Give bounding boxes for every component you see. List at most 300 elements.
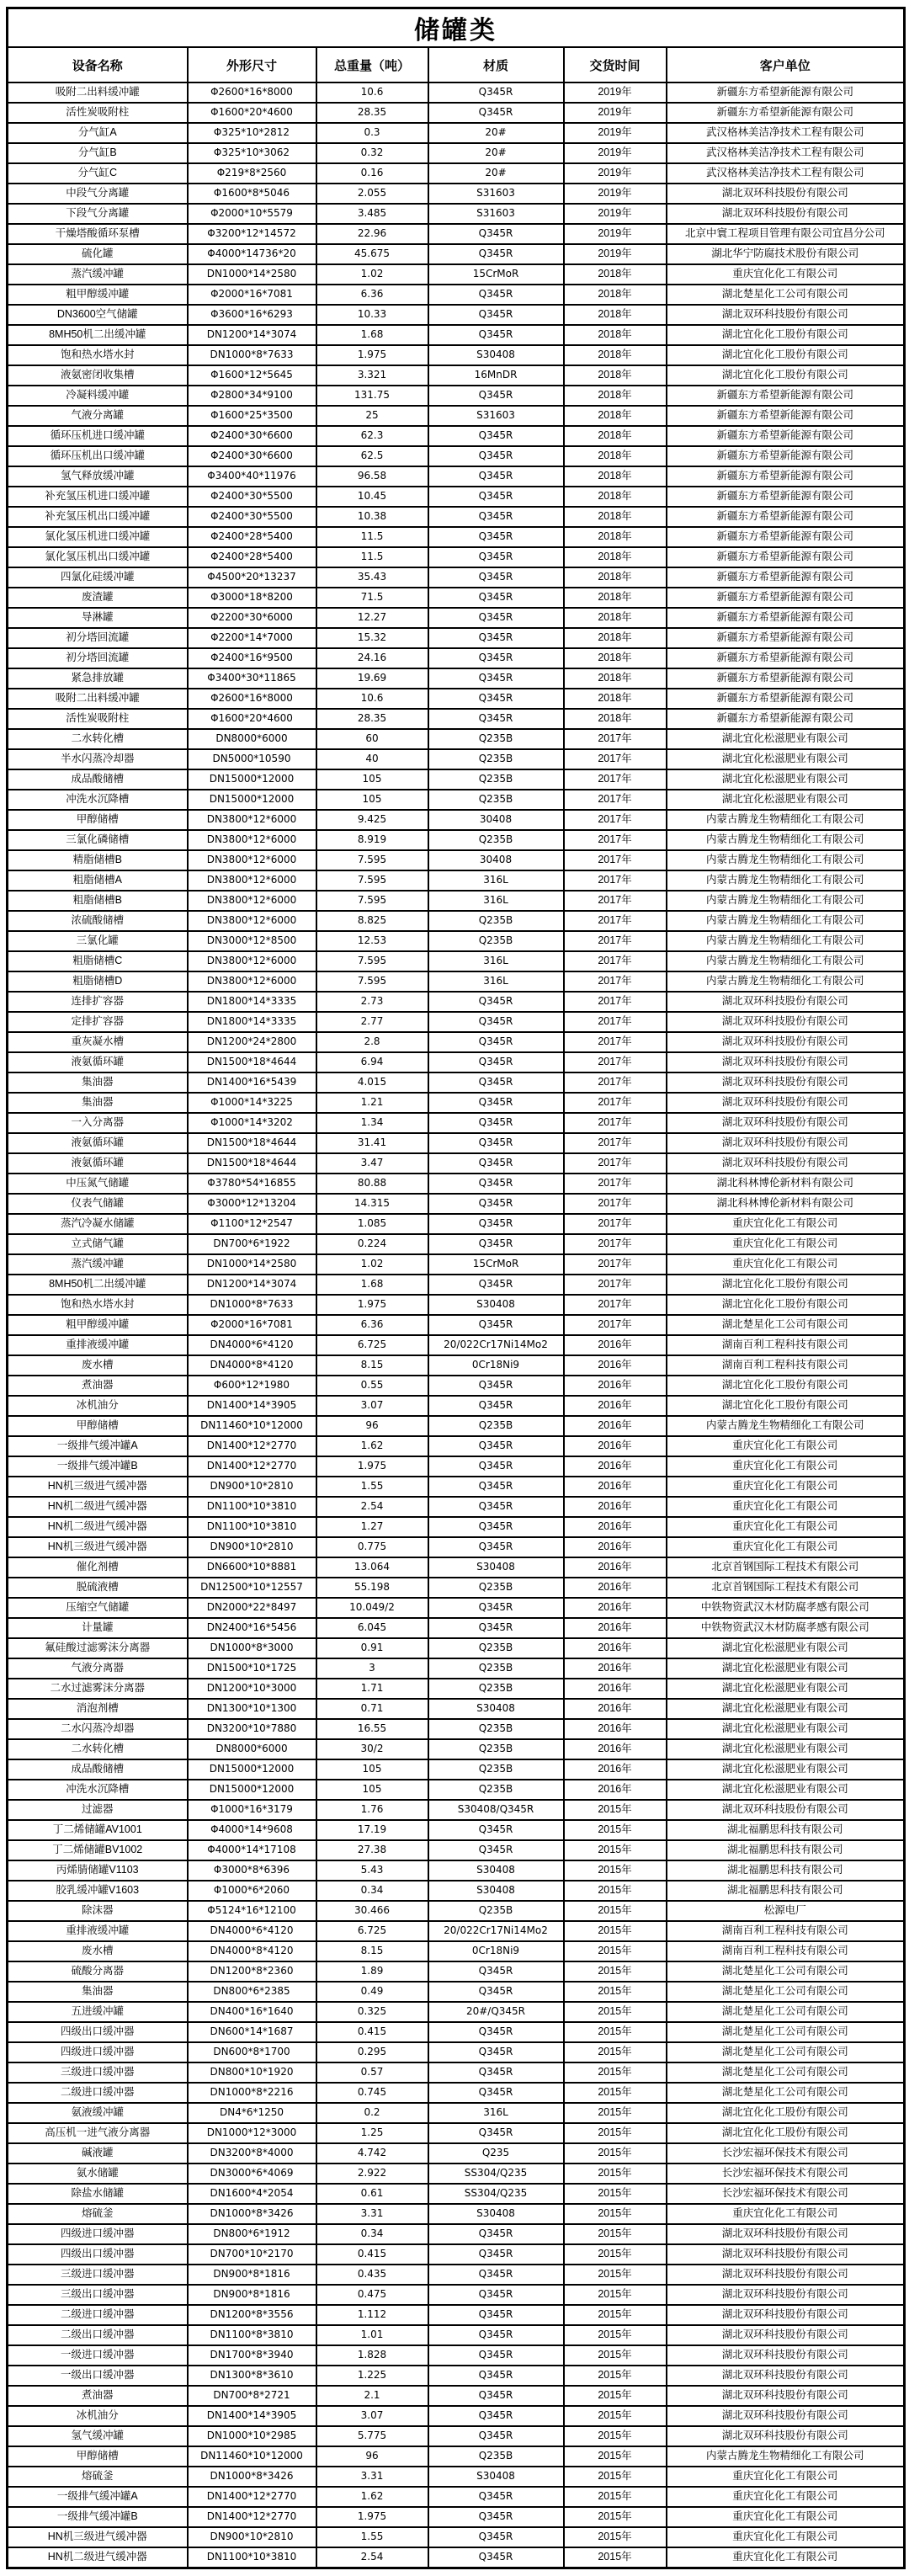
cell-customer: 湖北楚星化工公司有限公司 — [667, 2042, 905, 2062]
cell-delivery-year: 2018年 — [564, 487, 667, 507]
cell-weight: 1.975 — [316, 345, 428, 365]
cell-device-name: 碱液罐 — [8, 2143, 188, 2164]
cell-material: S30408 — [428, 1860, 564, 1881]
cell-material: Q345R — [428, 567, 564, 588]
cell-customer: 湖北宜化松滋肥业有限公司 — [667, 1699, 905, 1719]
cell-weight: 1.25 — [316, 2123, 428, 2143]
cell-device-name: 中压氮气储罐 — [8, 1174, 188, 1194]
cell-material: Q235B — [428, 749, 564, 769]
cell-material: Q345R — [428, 2022, 564, 2042]
cell-material: Q345R — [428, 588, 564, 608]
cell-device-name: 一级出口缓冲器 — [8, 2366, 188, 2386]
table-row — [8, 567, 905, 588]
table-row — [8, 931, 905, 951]
cell-material: 30408 — [428, 850, 564, 870]
cell-customer: 松源电厂 — [667, 1901, 905, 1921]
cell-customer: 湖北双环科技股份有限公司 — [667, 1133, 905, 1153]
cell-material: Q345R — [428, 709, 564, 729]
cell-delivery-year: 2018年 — [564, 628, 667, 648]
cell-weight: 2.1 — [316, 2386, 428, 2406]
column-header-device-name: 设备名称 — [8, 47, 188, 82]
cell-material: Q345R — [428, 1153, 564, 1174]
cell-dimensions: DN4000*8*4120 — [188, 1941, 316, 1961]
cell-dimensions: DN8000*6000 — [188, 1739, 316, 1759]
cell-weight: 12.53 — [316, 931, 428, 951]
cell-delivery-year: 2016年 — [564, 1497, 667, 1517]
table-row — [8, 709, 905, 729]
cell-weight: 71.5 — [316, 588, 428, 608]
cell-weight: 96 — [316, 1416, 428, 1436]
cell-delivery-year: 2017年 — [564, 1214, 667, 1234]
cell-device-name: 熔硫釜 — [8, 2204, 188, 2224]
cell-material: Q235B — [428, 911, 564, 931]
cell-material: 20/022Cr17Ni14Mo2 — [428, 1335, 564, 1355]
cell-dimensions: Φ4000*14*17108 — [188, 1840, 316, 1860]
cell-customer: 内蒙古腾龙生物精细化工有限公司 — [667, 830, 905, 850]
table-row — [8, 2103, 905, 2123]
cell-dimensions: DN800*6*1912 — [188, 2224, 316, 2244]
table-row — [8, 689, 905, 709]
table-row — [8, 1214, 905, 1234]
storage-tank-table — [6, 7, 906, 2569]
cell-weight: 5.43 — [316, 1860, 428, 1881]
table-row — [8, 2285, 905, 2305]
cell-customer: 湖北宜化化工股份有限公司 — [667, 1275, 905, 1295]
cell-weight: 4.742 — [316, 2143, 428, 2164]
cell-material: Q235 — [428, 2143, 564, 2164]
cell-weight: 27.38 — [316, 1840, 428, 1860]
cell-weight: 1.62 — [316, 1436, 428, 1456]
cell-delivery-year: 2015年 — [564, 2123, 667, 2143]
cell-dimensions: Φ3000*8*6396 — [188, 1860, 316, 1881]
cell-weight: 96.58 — [316, 466, 428, 487]
cell-device-name: 四级进口缓冲器 — [8, 2224, 188, 2244]
table-row — [8, 1699, 905, 1719]
table-row — [8, 204, 905, 224]
cell-material: Q345R — [428, 487, 564, 507]
cell-weight: 2.8 — [316, 1032, 428, 1052]
table-row — [8, 1436, 905, 1456]
cell-material: S30408/Q345R — [428, 1800, 564, 1820]
cell-delivery-year: 2017年 — [564, 1295, 667, 1315]
cell-delivery-year: 2015年 — [564, 2467, 667, 2487]
cell-delivery-year: 2015年 — [564, 2285, 667, 2305]
cell-weight: 55.198 — [316, 1578, 428, 1598]
cell-device-name: 三级出口缓冲器 — [8, 2285, 188, 2305]
table-row — [8, 547, 905, 567]
cell-material: 15CrMoR — [428, 1254, 564, 1275]
cell-dimensions: DN3800*12*6000 — [188, 971, 316, 992]
cell-dimensions: DN15000*12000 — [188, 1780, 316, 1800]
cell-dimensions: Φ3200*12*14572 — [188, 224, 316, 244]
cell-dimensions: Φ219*8*2560 — [188, 163, 316, 184]
cell-weight: 3.07 — [316, 1396, 428, 1416]
cell-weight: 24.16 — [316, 648, 428, 668]
cell-dimensions: DN12500*10*12557 — [188, 1578, 316, 1598]
cell-weight: 1.01 — [316, 2325, 428, 2345]
table-row — [8, 1820, 905, 1840]
cell-material: Q345R — [428, 689, 564, 709]
cell-dimensions: DN600*8*1700 — [188, 2042, 316, 2062]
cell-weight: 1.55 — [316, 1477, 428, 1497]
cell-delivery-year: 2015年 — [564, 1800, 667, 1820]
cell-dimensions: DN1000*14*2580 — [188, 1254, 316, 1275]
cell-device-name: 活性炭吸附柱 — [8, 709, 188, 729]
cell-device-name: HN机二级进气缓冲器 — [8, 1497, 188, 1517]
page-title: 储罐类 — [8, 8, 905, 48]
cell-device-name: 补充氢压机出口缓冲罐 — [8, 507, 188, 527]
cell-delivery-year: 2015年 — [564, 1982, 667, 2002]
cell-weight: 5.775 — [316, 2426, 428, 2446]
cell-delivery-year: 2018年 — [564, 365, 667, 386]
cell-device-name: 活性炭吸附柱 — [8, 103, 188, 123]
table-row — [8, 971, 905, 992]
cell-material: Q345R — [428, 1618, 564, 1638]
cell-weight: 1.225 — [316, 2366, 428, 2386]
cell-weight: 31.41 — [316, 1133, 428, 1153]
cell-delivery-year: 2017年 — [564, 971, 667, 992]
cell-weight: 60 — [316, 729, 428, 749]
cell-weight: 3.485 — [316, 204, 428, 224]
cell-device-name: 高压机一进气液分离器 — [8, 2123, 188, 2143]
cell-dimensions: DN1500*10*1725 — [188, 1658, 316, 1679]
cell-weight: 6.36 — [316, 1315, 428, 1335]
cell-delivery-year: 2015年 — [564, 2547, 667, 2568]
cell-dimensions: DN1000*14*2580 — [188, 264, 316, 285]
cell-device-name: 氢气释放缓冲罐 — [8, 466, 188, 487]
cell-device-name: 四氯化硅缓冲罐 — [8, 567, 188, 588]
table-row — [8, 2204, 905, 2224]
cell-customer: 湖北双环科技股份有限公司 — [667, 1012, 905, 1032]
cell-weight: 28.35 — [316, 709, 428, 729]
cell-dimensions: Φ1000*14*3225 — [188, 1093, 316, 1113]
table-row — [8, 1759, 905, 1780]
cell-delivery-year: 2016年 — [564, 1396, 667, 1416]
table-body — [8, 82, 905, 2568]
cell-customer: 新疆东方希望新能源有限公司 — [667, 446, 905, 466]
cell-weight: 96 — [316, 2446, 428, 2467]
cell-weight: 2.54 — [316, 2547, 428, 2568]
table-row — [8, 2224, 905, 2244]
table-row — [8, 2022, 905, 2042]
cell-material: Q345R — [428, 2527, 564, 2547]
table-row — [8, 1315, 905, 1335]
cell-dimensions: DN1200*10*3000 — [188, 1679, 316, 1699]
cell-delivery-year: 2017年 — [564, 790, 667, 810]
cell-material: Q345R — [428, 1174, 564, 1194]
cell-weight: 131.75 — [316, 386, 428, 406]
cell-dimensions: DN3000*6*4069 — [188, 2164, 316, 2184]
cell-delivery-year: 2017年 — [564, 1254, 667, 1275]
cell-material: Q345R — [428, 547, 564, 567]
cell-material: SS304/Q235 — [428, 2164, 564, 2184]
cell-customer: 湖北双环科技股份有限公司 — [667, 305, 905, 325]
cell-material: 30408 — [428, 810, 564, 830]
cell-dimensions: Φ1000*6*2060 — [188, 1881, 316, 1901]
cell-weight: 30.466 — [316, 1901, 428, 1921]
cell-material: 316L — [428, 2103, 564, 2123]
cell-customer: 重庆宜化化工有限公司 — [667, 2527, 905, 2547]
cell-customer: 新疆东方希望新能源有限公司 — [667, 567, 905, 588]
cell-delivery-year: 2017年 — [564, 1012, 667, 1032]
cell-customer: 湖北双环科技股份有限公司 — [667, 2265, 905, 2285]
cell-device-name: 除盐水储罐 — [8, 2184, 188, 2204]
cell-customer: 新疆东方希望新能源有限公司 — [667, 386, 905, 406]
column-header-material: 材质 — [428, 47, 564, 82]
cell-weight: 62.3 — [316, 426, 428, 446]
cell-material: Q235B — [428, 830, 564, 850]
cell-device-name: 中段气分离罐 — [8, 184, 188, 204]
cell-delivery-year: 2018年 — [564, 386, 667, 406]
cell-delivery-year: 2015年 — [564, 2143, 667, 2164]
cell-customer: 湖北宜化松滋肥业有限公司 — [667, 1679, 905, 1699]
table-row — [8, 769, 905, 790]
cell-weight: 7.595 — [316, 971, 428, 992]
cell-customer: 内蒙古腾龙生物精细化工有限公司 — [667, 1416, 905, 1436]
cell-customer: 新疆东方希望新能源有限公司 — [667, 689, 905, 709]
cell-delivery-year: 2015年 — [564, 2265, 667, 2285]
cell-dimensions: DN3800*12*6000 — [188, 850, 316, 870]
cell-customer: 内蒙古腾龙生物精细化工有限公司 — [667, 911, 905, 931]
table-row — [8, 406, 905, 426]
cell-weight: 1.112 — [316, 2305, 428, 2325]
cell-delivery-year: 2016年 — [564, 1537, 667, 1557]
cell-dimensions: DN1100*8*3810 — [188, 2325, 316, 2345]
cell-dimensions: DN3800*12*6000 — [188, 810, 316, 830]
cell-device-name: 三氯化磷储槽 — [8, 830, 188, 850]
cell-material: Q345R — [428, 2244, 564, 2265]
cell-weight: 6.94 — [316, 1052, 428, 1072]
cell-customer: 湖北福鹏思科技有限公司 — [667, 1820, 905, 1840]
cell-delivery-year: 2017年 — [564, 729, 667, 749]
table-row — [8, 1881, 905, 1901]
cell-customer: 重庆宜化化工有限公司 — [667, 1497, 905, 1517]
table-row — [8, 2487, 905, 2507]
table-row — [8, 1133, 905, 1153]
cell-delivery-year: 2015年 — [564, 2406, 667, 2426]
cell-weight: 14.315 — [316, 1194, 428, 1214]
cell-customer: 新疆东方希望新能源有限公司 — [667, 709, 905, 729]
cell-material: 15CrMoR — [428, 264, 564, 285]
table-row — [8, 911, 905, 931]
cell-delivery-year: 2015年 — [564, 2062, 667, 2083]
cell-weight: 6.725 — [316, 1335, 428, 1355]
cell-customer: 湖北宜化松滋肥业有限公司 — [667, 749, 905, 769]
cell-material: Q345R — [428, 668, 564, 689]
cell-dimensions: DN11460*10*12000 — [188, 2446, 316, 2467]
table-row — [8, 1477, 905, 1497]
cell-dimensions: Φ1000*16*3179 — [188, 1800, 316, 1820]
cell-weight: 1.085 — [316, 1214, 428, 1234]
cell-dimensions: DN900*10*2810 — [188, 1477, 316, 1497]
cell-customer: 湖北宜化松滋肥业有限公司 — [667, 1780, 905, 1800]
table-row — [8, 2426, 905, 2446]
cell-dimensions: DN15000*12000 — [188, 790, 316, 810]
cell-material: Q345R — [428, 1961, 564, 1982]
cell-delivery-year: 2018年 — [564, 567, 667, 588]
cell-material: Q345R — [428, 2305, 564, 2325]
cell-material: S31603 — [428, 184, 564, 204]
cell-device-name: 氟硅酸过滤雾沫分离器 — [8, 1638, 188, 1658]
cell-customer: 新疆东方希望新能源有限公司 — [667, 487, 905, 507]
cell-device-name: 吸附二出料缓冲罐 — [8, 82, 188, 103]
cell-customer: 重庆宜化化工有限公司 — [667, 1254, 905, 1275]
cell-dimensions: Φ2400*30*6600 — [188, 446, 316, 466]
cell-weight: 0.775 — [316, 1537, 428, 1557]
table-row — [8, 507, 905, 527]
table-row — [8, 729, 905, 749]
cell-customer: 湖北双环科技股份有限公司 — [667, 2224, 905, 2244]
cell-customer: 湖北双环科技股份有限公司 — [667, 1153, 905, 1174]
cell-material: Q345R — [428, 507, 564, 527]
cell-dimensions: DN700*10*2170 — [188, 2244, 316, 2265]
cell-material: S31603 — [428, 406, 564, 426]
cell-customer: 重庆宜化化工有限公司 — [667, 1456, 905, 1477]
cell-delivery-year: 2017年 — [564, 1275, 667, 1295]
table-row — [8, 1032, 905, 1052]
cell-material: Q235B — [428, 1759, 564, 1780]
cell-device-name: 硫化罐 — [8, 244, 188, 264]
cell-material: Q345R — [428, 2547, 564, 2568]
cell-device-name: 初分塔回流罐 — [8, 648, 188, 668]
cell-material: Q235B — [428, 2446, 564, 2467]
cell-delivery-year: 2019年 — [564, 123, 667, 143]
table-row — [8, 305, 905, 325]
cell-dimensions: Φ1600*12*5645 — [188, 365, 316, 386]
cell-device-name: 立式储气罐 — [8, 1234, 188, 1254]
cell-dimensions: Φ2200*30*6000 — [188, 608, 316, 628]
table-row — [8, 992, 905, 1012]
cell-customer: 湖南百利工程科技有限公司 — [667, 1941, 905, 1961]
cell-weight: 3.31 — [316, 2467, 428, 2487]
cell-customer: 内蒙古腾龙生物精细化工有限公司 — [667, 810, 905, 830]
cell-dimensions: DN1000*8*3426 — [188, 2467, 316, 2487]
cell-delivery-year: 2017年 — [564, 769, 667, 790]
cell-delivery-year: 2016年 — [564, 1517, 667, 1537]
cell-customer: 湖北福鹏思科技有限公司 — [667, 1840, 905, 1860]
cell-device-name: 冲洗水沉降槽 — [8, 1780, 188, 1800]
cell-device-name: HN机三级进气缓冲器 — [8, 2527, 188, 2547]
cell-dimensions: DN15000*12000 — [188, 1759, 316, 1780]
cell-delivery-year: 2016年 — [564, 1739, 667, 1759]
table-row — [8, 1194, 905, 1214]
cell-customer: 北京中寰工程项目管理有限公司宜昌分公司 — [667, 224, 905, 244]
table-row — [8, 325, 905, 345]
table-row — [8, 2527, 905, 2547]
cell-weight: 105 — [316, 769, 428, 790]
cell-customer: 湖北双环科技股份有限公司 — [667, 2426, 905, 2446]
cell-weight: 7.595 — [316, 891, 428, 911]
cell-material: Q235B — [428, 1901, 564, 1921]
cell-device-name: 氢气缓冲罐 — [8, 2426, 188, 2446]
cell-delivery-year: 2017年 — [564, 911, 667, 931]
cell-customer: 长沙宏福环保技术有限公司 — [667, 2143, 905, 2164]
cell-device-name: 四级出口缓冲器 — [8, 2022, 188, 2042]
cell-dimensions: Φ2000*16*7081 — [188, 1315, 316, 1335]
cell-device-name: 一级排气缓冲罐B — [8, 2507, 188, 2527]
cell-delivery-year: 2016年 — [564, 1719, 667, 1739]
cell-device-name: 二水转化槽 — [8, 729, 188, 749]
cell-dimensions: DN3200*10*7880 — [188, 1719, 316, 1739]
cell-device-name: 甲醇储槽 — [8, 2446, 188, 2467]
table-row — [8, 1416, 905, 1436]
cell-delivery-year: 2017年 — [564, 1032, 667, 1052]
cell-dimensions: DN1200*8*2360 — [188, 1961, 316, 1982]
cell-customer: 内蒙古腾龙生物精细化工有限公司 — [667, 931, 905, 951]
cell-delivery-year: 2017年 — [564, 1052, 667, 1072]
cell-material: Q345R — [428, 2224, 564, 2244]
cell-device-name: 粗脂储槽C — [8, 951, 188, 971]
cell-customer: 重庆宜化化工有限公司 — [667, 1477, 905, 1497]
cell-weight: 7.595 — [316, 870, 428, 891]
table-row — [8, 1355, 905, 1376]
cell-weight: 0.71 — [316, 1699, 428, 1719]
table-row — [8, 1739, 905, 1759]
cell-customer: 新疆东方希望新能源有限公司 — [667, 82, 905, 103]
cell-weight: 0.32 — [316, 143, 428, 163]
cell-dimensions: DN1400*14*3905 — [188, 2406, 316, 2426]
cell-dimensions: DN11460*10*12000 — [188, 1416, 316, 1436]
cell-delivery-year: 2016年 — [564, 1436, 667, 1456]
cell-weight: 8.825 — [316, 911, 428, 931]
cell-device-name: 催化剂槽 — [8, 1557, 188, 1578]
cell-dimensions: Φ325*10*2812 — [188, 123, 316, 143]
cell-weight: 25 — [316, 406, 428, 426]
cell-customer: 湖北双环科技股份有限公司 — [667, 1800, 905, 1820]
cell-weight: 40 — [316, 749, 428, 769]
table-row — [8, 2123, 905, 2143]
cell-material: Q235B — [428, 1780, 564, 1800]
cell-material: S30408 — [428, 1881, 564, 1901]
cell-customer: 北京首钢国际工程技术有限公司 — [667, 1557, 905, 1578]
cell-delivery-year: 2015年 — [564, 2022, 667, 2042]
cell-weight: 35.43 — [316, 567, 428, 588]
cell-delivery-year: 2015年 — [564, 1820, 667, 1840]
cell-weight: 0.325 — [316, 2002, 428, 2022]
cell-customer: 新疆东方希望新能源有限公司 — [667, 466, 905, 487]
cell-dimensions: DN900*8*1816 — [188, 2265, 316, 2285]
cell-dimensions: DN1600*4*2054 — [188, 2184, 316, 2204]
cell-device-name: 液氨循环罐 — [8, 1133, 188, 1153]
cell-dimensions: DN3800*12*6000 — [188, 870, 316, 891]
cell-material: Q345R — [428, 2487, 564, 2507]
cell-weight: 1.975 — [316, 2507, 428, 2527]
cell-customer: 湖北双环科技股份有限公司 — [667, 2345, 905, 2366]
cell-device-name: 胶乳缓冲罐V1603 — [8, 1881, 188, 1901]
cell-device-name: 熔硫釜 — [8, 2467, 188, 2487]
cell-device-name: 仪表气储罐 — [8, 1194, 188, 1214]
cell-material: 20#/Q345R — [428, 2002, 564, 2022]
cell-customer: 新疆东方希望新能源有限公司 — [667, 588, 905, 608]
cell-dimensions: DN1500*18*4644 — [188, 1153, 316, 1174]
cell-customer: 重庆宜化化工有限公司 — [667, 2467, 905, 2487]
cell-customer: 武汉格林美洁净技术工程有限公司 — [667, 143, 905, 163]
cell-delivery-year: 2015年 — [564, 1921, 667, 1941]
cell-weight: 3.31 — [316, 2204, 428, 2224]
cell-device-name: 丙烯腈储罐V1103 — [8, 1860, 188, 1881]
table-row — [8, 1860, 905, 1881]
cell-material: Q345R — [428, 1982, 564, 2002]
cell-customer: 新疆东方希望新能源有限公司 — [667, 507, 905, 527]
table-row — [8, 1658, 905, 1679]
cell-delivery-year: 2015年 — [564, 1941, 667, 1961]
cell-material: Q345R — [428, 2406, 564, 2426]
cell-dimensions: Φ5124*16*12100 — [188, 1901, 316, 1921]
table-row — [8, 790, 905, 810]
cell-dimensions: DN1000*10*2985 — [188, 2426, 316, 2446]
cell-material: Q345R — [428, 1214, 564, 1234]
cell-customer: 湖北宜化化工股份有限公司 — [667, 1295, 905, 1315]
